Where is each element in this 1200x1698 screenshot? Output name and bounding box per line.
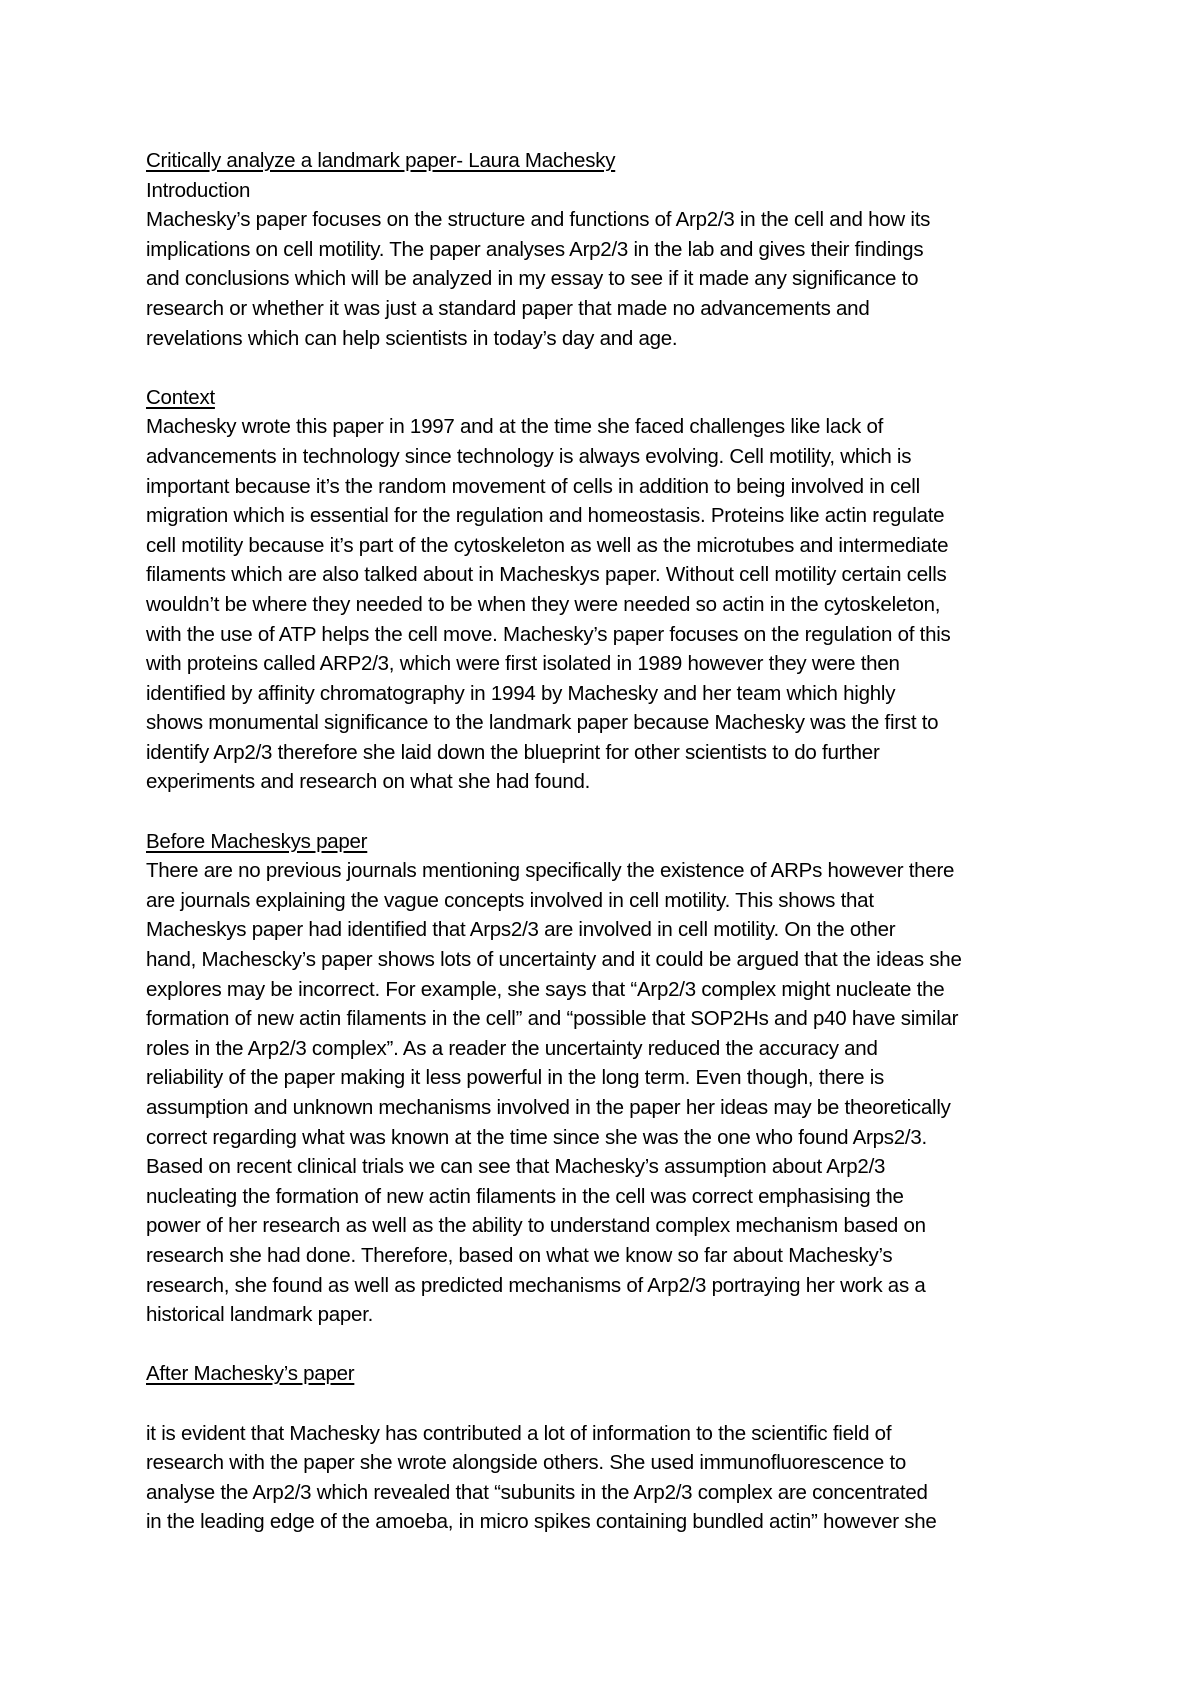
paragraph-gap xyxy=(146,1330,1076,1360)
paragraph-line: in the leading edge of the amoeba, in micro spikes containing bundled actin” however she xyxy=(146,1510,937,1534)
paragraph-gap xyxy=(146,797,1076,827)
context-paragraph xyxy=(146,412,1076,797)
paragraph-line: Macheskys paper had identified that Arps2/3 are involved in cell motility. On the other xyxy=(146,918,896,942)
paragraph-line: with the use of ATP helps the cell move. Machesky’s paper focuses on the regulation of this xyxy=(146,622,951,646)
paragraph-line: important because it’s the random movement of cells in addition to being involved in cell xyxy=(146,474,920,498)
document-title: Critically analyze a landmark paper- Laura Machesky xyxy=(146,149,616,172)
paragraph-line: wouldn’t be where they needed to be when they were needed so actin in the cytoskeleton, xyxy=(146,592,941,616)
paragraph-line: Based on recent clinical trials we can see that Machesky’s assumption about Arp2/3 xyxy=(146,1155,886,1179)
paragraph-line: research or whether it was just a standard paper that made no advancements and xyxy=(146,296,870,320)
paragraph-line: revelations which can help scientists in today’s day and age. xyxy=(146,326,678,350)
after-paragraph xyxy=(146,1419,1076,1537)
paragraph-line: analyse the Arp2/3 which revealed that “subunits in the Arp2/3 complex are concentrated xyxy=(146,1480,928,1504)
paragraph-line: assumption and unknown mechanisms involved in the paper her ideas may be theoretically xyxy=(146,1096,951,1119)
paragraph-line: nucleating the formation of new actin filaments in the cell was correct emphasising the xyxy=(146,1184,904,1208)
paragraph-line: roles in the Arp2/3 complex”. As a reader the uncertainty reduced the accuracy and xyxy=(146,1036,878,1060)
paragraph-line: cell motility because it’s part of the cytoskeleton as well as the microtubes and intermediate xyxy=(146,533,949,557)
paragraph-line: reliability of the paper making it less powerful in the long term. Even though, there is xyxy=(146,1066,885,1090)
paragraph-line: and conclusions which will be analyzed in my essay to see if it made any significance to xyxy=(146,267,919,291)
paragraph-line: historical landmark paper. xyxy=(146,1303,374,1327)
paragraph-line: it is evident that Machesky has contributed a lot of information to the scientific field of xyxy=(146,1421,892,1445)
paragraph-line: advancements in technology since technology is always evolving. Cell motility, which is xyxy=(146,444,912,468)
context-heading: Context xyxy=(146,385,215,409)
paragraph-line: experiments and research on what she had found. xyxy=(146,770,591,794)
intro-paragraph xyxy=(146,205,1076,353)
paragraph-gap xyxy=(146,353,1076,383)
paragraph-line: formation of new actin filaments in the cell” and “possible that SOP2Hs and p40 have similar xyxy=(146,1007,959,1031)
paragraph-line: research she had done. Therefore, based on what we know so far about Machesky’s xyxy=(146,1243,893,1267)
paragraph-line: correct regarding what was known at the time since she was the one who found Arps2/3. xyxy=(146,1125,927,1149)
before-heading: Before Macheskys paper xyxy=(146,829,368,853)
paragraph-line: filaments which are also talked about in Macheskys paper. Without cell motility certain cells xyxy=(146,563,947,587)
before-paragraph xyxy=(146,856,1076,1330)
paragraph-line: migration which is essential for the regulation and homeostasis. Proteins like actin regulate xyxy=(146,504,945,528)
paragraph-line: with proteins called ARP2/3, which were first isolated in 1989 however they were then xyxy=(146,652,900,676)
paragraph-gap xyxy=(146,1389,1076,1419)
paragraph-line: shows monumental significance to the landmark paper because Machesky was the first to xyxy=(146,711,939,735)
paragraph-line: Machesky wrote this paper in 1997 and at the time she faced challenges like lack of xyxy=(146,415,884,439)
paragraph-line: hand, Machescky’s paper shows lots of uncertainty and it could be argued that the ideas she xyxy=(146,948,962,972)
paragraph-line: identified by affinity chromatography in 1994 by Machesky and her team which highly xyxy=(146,681,896,705)
paragraph-line: research, she found as well as predicted mechanisms of Arp2/3 portraying her work as a xyxy=(146,1273,926,1297)
paragraph-line: power of her research as well as the ability to understand complex mechanism based on xyxy=(146,1214,926,1238)
after-heading: After Machesky’s paper xyxy=(146,1362,355,1386)
paragraph-line: identify Arp2/3 therefore she laid down the blueprint for other scientists to do further xyxy=(146,740,880,764)
paragraph-line: There are no previous journals mentioning specifically the existence of ARPs however there xyxy=(146,859,955,883)
paragraph-line: research with the paper she wrote alongside others. She used immunofluorescence to xyxy=(146,1451,907,1475)
intro-heading: Introduction xyxy=(146,178,251,202)
paragraph-line: Machesky’s paper focuses on the structure and functions of Arp2/3 in the cell and how its xyxy=(146,208,931,232)
paragraph-line: implications on cell motility. The paper analyses Arp2/3 in the lab and gives their findings xyxy=(146,237,924,261)
document-body xyxy=(146,146,1076,1537)
paragraph-line: explores may be incorrect. For example, she says that “Arp2/3 complex might nucleate the xyxy=(146,977,945,1001)
paragraph-line: are journals explaining the vague concepts involved in cell motility. This shows that xyxy=(146,888,874,912)
